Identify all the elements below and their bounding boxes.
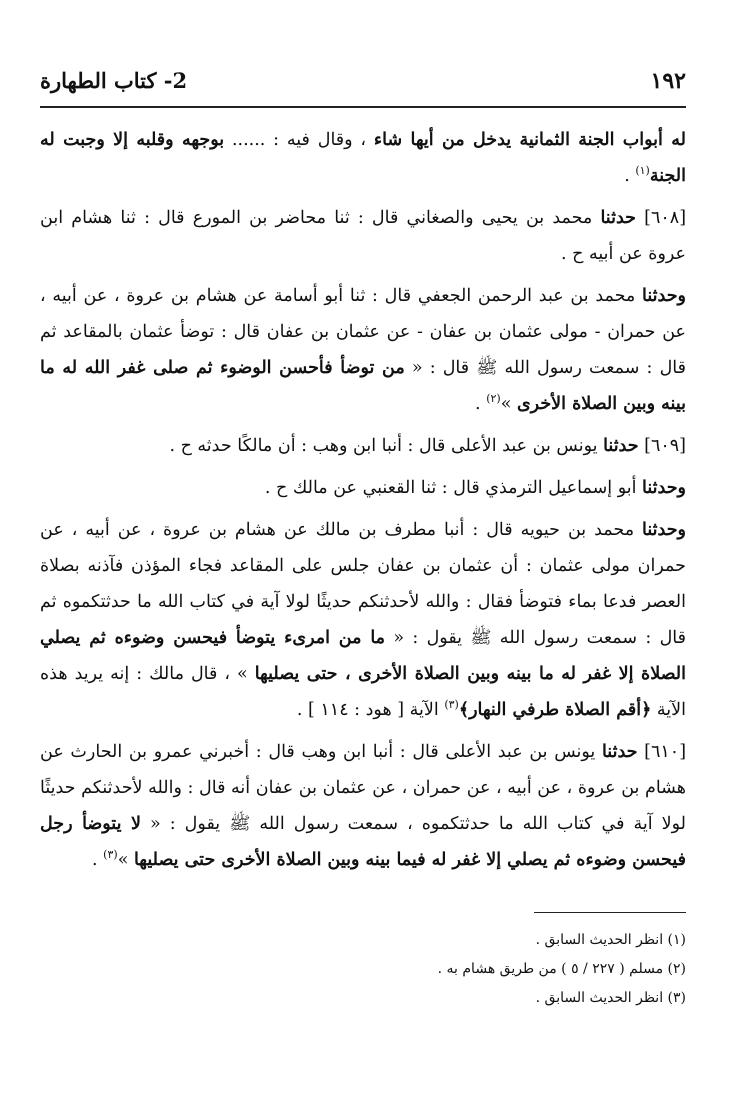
chain-keyword: حدثنا [601,742,638,762]
footnote-ref: (٢) [486,392,501,406]
footnote-ref: (١) [635,164,650,178]
narration-text: يونس بن عبد الأعلى قال : أنبا ابن وهب : أن مالكًا حدثه ح . [169,436,604,456]
narration-text: ، وقال فيه : ...... [224,130,374,150]
chain-keyword: حدثنا [600,208,636,228]
narration-text: . [92,850,104,870]
quran-verse: ﴿أقم الصلاة طرفي النهار﴾ [458,700,652,720]
footnotes [40,926,686,1013]
footnote-ref: (٣) [103,848,118,862]
narration-text: . [624,166,636,186]
hadith-610 [40,734,686,878]
narration-text: » ، قال مالك : إنه يريد هذه الآية [40,664,686,720]
chain-keyword: وحدثنا [642,478,686,498]
page-body [40,122,686,884]
chain-keyword: حدثنا [603,436,639,456]
narration-text: محمد بن يحيى والصغاني قال : ثنا محاضر بن المورع قال : ثنا هشام ابن عروة عن أبيه ح . [40,208,686,264]
hadith-number: [٦٠٨] [635,208,687,228]
hadith-608 [40,200,686,272]
narration-text: يونس بن عبد الأعلى قال : أنبا ابن وهب قال : أخبرني عمرو بن الحارث عن هشام بن عروة ، عن أبيه ، عن حمران ، عن عثمان بن عفان أنه قال : والله لأحدثنكم حديثًا لولا آية في كتاب الله ما حدثتكموه ، سمعت رسول الله ﷺ يقول : « [40,742,686,834]
hadith-number: [٦٠٩] [638,436,686,456]
page-header [40,68,686,102]
chain-keyword: وحدثنا [642,520,686,540]
narration-text: . [475,394,487,414]
hadith-text: لا يتوضأ رجل فيحسن وضوءه ثم يصلي إلا غفر له فيما بينه وبين الصلاة الأخرى حتى يصليها [40,814,686,870]
chain-keyword: وحدثنا [642,286,686,306]
hadith-number: [٦١٠] [637,742,687,762]
narration-text: محمد بن عبد الرحمن الجعفي قال : ثنا أبو أسامة عن هشام بن عروة ، عن أبيه ، عن حمران - مولى عثمان بن عفان - عن عثمان بن عفان قال : توضأ عثمان بالمقاعد ثم قال : سمعت رسول الله ﷺ قال : « [40,286,686,378]
footnote-ref: (٣) [444,698,459,712]
header-rule [40,106,686,108]
narration-text: » [500,394,517,414]
hadith-text: له أبواب الجنة الثمانية يدخل من أيها شاء [373,130,686,150]
paragraph-continuation [40,122,686,194]
hadith-609-chain-3 [40,512,686,728]
running-head: 2- كتاب الطهارة [40,68,188,93]
hadith-text: بوجهه وقلبه إلا وجبت له الجنة [40,130,686,186]
hadith-text: ما من امرىء يتوضأ فيحسن وضوءه ثم يصلي الصلاة إلا غفر له ما بينه وبين الصلاة الأخرى ، حتى يصليها [40,628,687,684]
hadith-text: من توضأ فأحسن الوضوء ثم صلى غفر الله له ما بينه وبين الصلاة الأخرى [40,358,686,414]
hadith-609 [40,428,686,464]
footnote: (٣) انظر الحديث السابق . [535,990,686,1006]
footnote-rule [534,912,686,913]
page-number: ١٩٢ [650,68,686,94]
narration-text: محمد بن حيويه قال : أنبا مطرف بن مالك عن هشام بن عروة ، عن أبيه ، عن حمران مولى عثمان : أن عثمان بن عفان جلس على المقاعد فجاء المؤذن فآذنه بصلاة العصر فدعا بماء فتوضأ فقال : والله لأحدثنكم حديثًا لولا آية في كتاب الله ما حدثتكموه ثم قال : سمعت رسول الله ﷺ يقول : « [40,520,686,648]
narration-text: أبو إسماعيل الترمذي قال : ثنا القعنبي عن مالك ح . [264,478,643,498]
hadith-608-chain [40,278,686,422]
narration-text: » [117,850,134,870]
footnote: (١) انظر الحديث السابق . [535,932,686,948]
footnote: (٢) مسلم ( ٢٢٧ / ٥ ) من طريق هشام به . [437,961,686,977]
hadith-609-chain-2 [40,470,686,506]
narration-text: الآية [ هود : ١١٤ ] . [296,700,445,720]
